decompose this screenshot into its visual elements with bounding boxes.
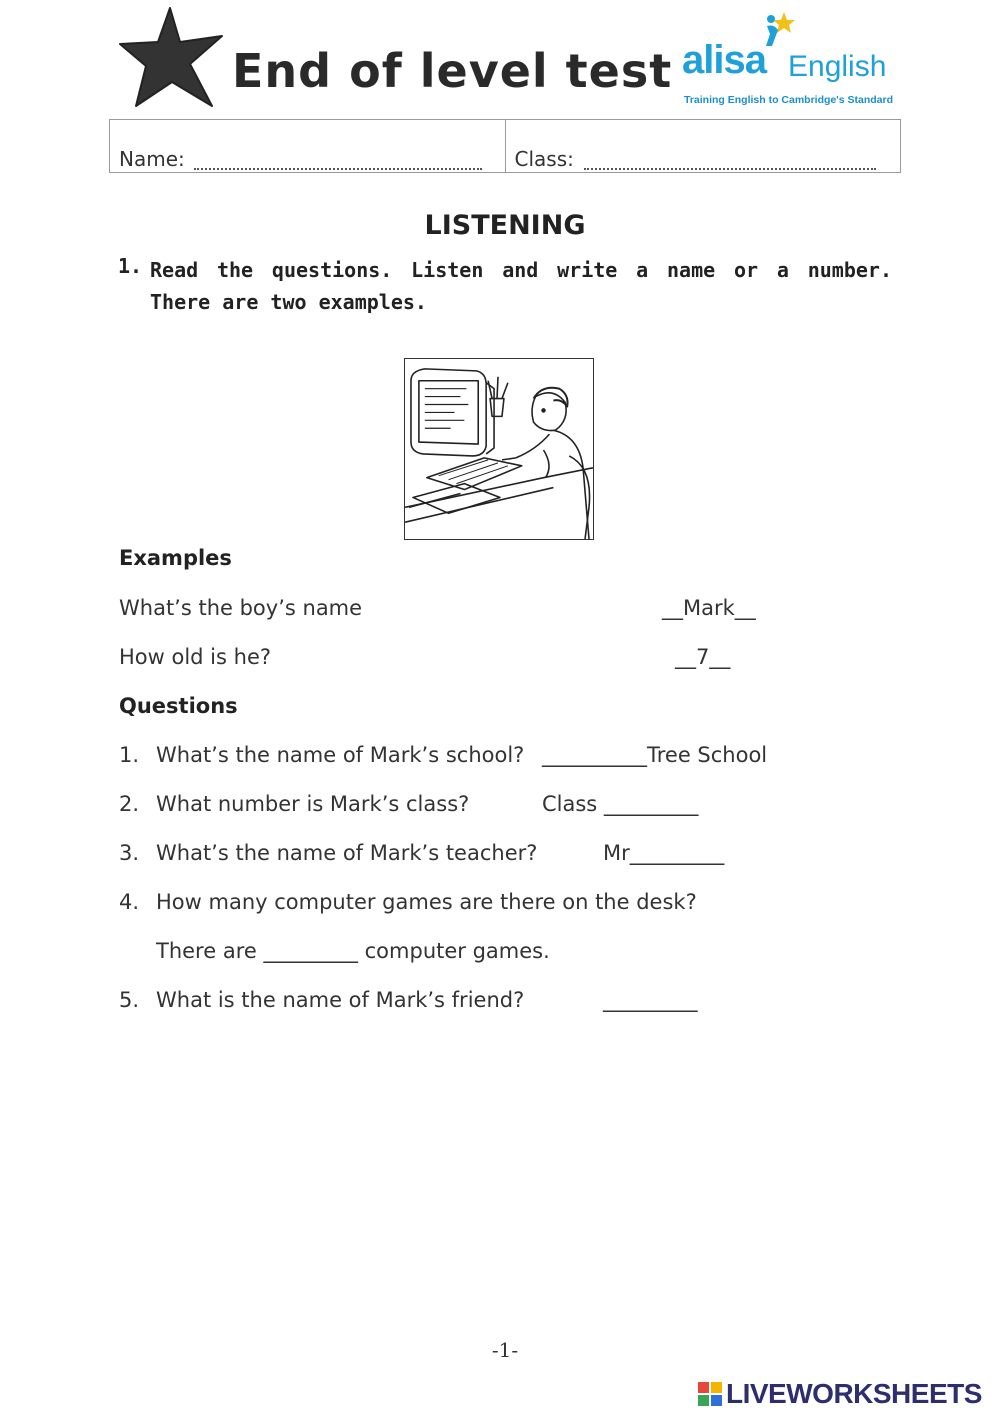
answer-field[interactable]: Mr_________ — [603, 841, 725, 865]
watermark-text: LIVEWORKSHEETS — [726, 1378, 982, 1409]
section-heading: LISTENING — [424, 210, 586, 241]
question-number: 3. — [119, 841, 140, 865]
star-icon — [118, 6, 226, 110]
answer-field[interactable]: Class _________ — [542, 792, 699, 816]
liveworksheets-watermark — [697, 1376, 982, 1412]
examples-heading: Examples — [119, 546, 232, 570]
example-answer: __7__ — [675, 645, 731, 669]
student-info-box — [109, 119, 901, 173]
person-star-icon — [762, 10, 796, 50]
boy-at-computer-illustration — [404, 358, 594, 540]
liveworksheets-logo-icon — [697, 1381, 723, 1407]
class-cell — [505, 120, 901, 172]
question-text: What’s the name of Mark’s teacher? — [156, 841, 538, 865]
example-answer: __Mark__ — [662, 596, 756, 620]
page-title: End of level test — [232, 44, 673, 98]
logo-tagline: Training English to Cambridge's Standard — [684, 94, 894, 106]
question-number: 2. — [119, 792, 140, 816]
question-number: 4. — [119, 890, 140, 914]
class-field[interactable] — [584, 168, 876, 170]
question-text: What number is Mark’s class? — [156, 792, 470, 816]
question-number: 1. — [119, 743, 140, 767]
page-number: -1- — [491, 1338, 519, 1362]
alisa-english-logo — [680, 10, 900, 110]
logo-brand-suffix: English — [788, 50, 887, 83]
instruction-number: 1. — [118, 254, 143, 278]
question-text: What is the name of Mark’s friend? — [156, 988, 525, 1012]
question-text: What’s the name of Mark’s school? — [156, 743, 525, 767]
answer-field[interactable]: _________ — [603, 988, 698, 1012]
question-text: How many computer games are there on the desk? — [156, 890, 697, 914]
answer-field[interactable]: There are _________ computer games. — [156, 939, 550, 963]
name-field[interactable] — [194, 168, 482, 170]
name-label: Name: — [119, 147, 185, 171]
instruction-text: Read the questions. Listen and write a name or a number. There are two examples. — [150, 258, 892, 314]
example-question: What’s the boy’s name — [119, 596, 363, 620]
class-label: Class: — [514, 147, 574, 171]
logo-brand: alisa — [682, 38, 766, 82]
example-question: How old is he? — [119, 645, 272, 669]
name-cell — [110, 120, 505, 172]
answer-field[interactable]: __________Tree School — [542, 743, 768, 767]
questions-heading: Questions — [119, 694, 238, 718]
question-number: 5. — [119, 988, 140, 1012]
